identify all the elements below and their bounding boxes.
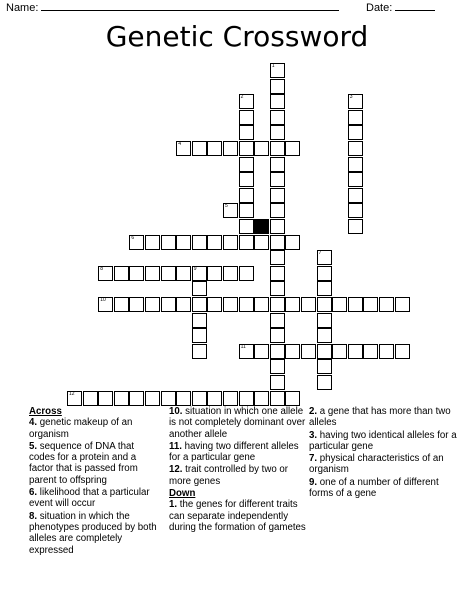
- crossword-cell[interactable]: [129, 297, 144, 312]
- crossword-cell[interactable]: [223, 203, 238, 218]
- crossword-cell[interactable]: [301, 297, 316, 312]
- crossword-cell[interactable]: [270, 391, 285, 406]
- crossword-cell[interactable]: [270, 266, 285, 281]
- crossword-cell[interactable]: [192, 391, 207, 406]
- crossword-cell[interactable]: [332, 344, 347, 359]
- crossword-cell[interactable]: [83, 391, 98, 406]
- crossword-cell[interactable]: [239, 203, 254, 218]
- crossword-cell[interactable]: [223, 297, 238, 312]
- crossword-cell[interactable]: [317, 266, 332, 281]
- clue-number: 6: [131, 234, 135, 241]
- clue-across-10: 10. situation in which one allele is not completely dominant over another allele: [169, 406, 306, 440]
- crossword-cell[interactable]: [192, 235, 207, 250]
- crossword-cell[interactable]: [192, 281, 207, 296]
- crossword-cell[interactable]: [270, 281, 285, 296]
- crossword-cell[interactable]: [317, 313, 332, 328]
- crossword-cell[interactable]: [239, 235, 254, 250]
- crossword-cell[interactable]: [270, 79, 285, 94]
- crossword-cell[interactable]: [223, 141, 238, 156]
- clues-column-1: [29, 406, 161, 557]
- date-label: Date:: [366, 2, 393, 14]
- crossword-cell[interactable]: [348, 125, 363, 140]
- crossword-cell[interactable]: [270, 141, 285, 156]
- clue-number: 9: [193, 265, 197, 272]
- crossword-cell[interactable]: [301, 344, 316, 359]
- crossword-cell[interactable]: [176, 141, 191, 156]
- crossword-cell[interactable]: [317, 328, 332, 343]
- crossword-cell[interactable]: [145, 391, 160, 406]
- date-field[interactable]: [366, 1, 435, 14]
- crossword-cell[interactable]: [254, 235, 269, 250]
- clue-number: 4: [178, 141, 181, 147]
- crossword-cell[interactable]: [270, 375, 285, 390]
- crossword-cell[interactable]: [270, 157, 285, 172]
- clue-across-5: 5. sequence of DNA that codes for a protein and a factor that is passed from parent to offspring: [29, 440, 138, 486]
- clue-number: 8: [100, 265, 103, 272]
- name-label: Name:: [6, 2, 39, 14]
- crossword-cell[interactable]: [176, 297, 191, 312]
- clue-across-12: 12. trait controlled by two or more genes: [169, 464, 289, 487]
- crossword-cell[interactable]: [317, 375, 332, 390]
- crossword-cell[interactable]: [98, 391, 113, 406]
- crossword-cell[interactable]: [239, 188, 254, 203]
- crossword-cell[interactable]: [348, 172, 363, 187]
- crossword-cell[interactable]: [254, 391, 269, 406]
- down-heading: Down: [169, 488, 196, 500]
- crossword-block: [254, 219, 269, 234]
- crossword-cell[interactable]: [285, 141, 300, 156]
- crossword-cell[interactable]: [239, 219, 254, 234]
- crossword-cell[interactable]: [223, 391, 238, 406]
- crossword-cell[interactable]: [129, 391, 144, 406]
- crossword-cell[interactable]: [239, 266, 254, 281]
- crossword-cell[interactable]: [176, 266, 191, 281]
- crossword-cell[interactable]: [348, 188, 363, 203]
- crossword-cell[interactable]: [395, 344, 410, 359]
- name-field[interactable]: [6, 1, 339, 14]
- crossword-cell[interactable]: [317, 281, 332, 296]
- crossword-cell[interactable]: [145, 235, 160, 250]
- crossword-cell[interactable]: [161, 266, 176, 281]
- crossword-cell[interactable]: [239, 94, 254, 109]
- crossword-cell[interactable]: [270, 203, 285, 218]
- crossword-cell[interactable]: [192, 141, 207, 156]
- crossword-cell[interactable]: [332, 297, 347, 312]
- crossword-cell[interactable]: [239, 141, 254, 156]
- clues-column-2: [169, 406, 307, 534]
- clue-number: 5: [225, 203, 228, 210]
- clue-down-9: 9. one of a number of different forms of a gene: [309, 476, 439, 500]
- crossword-cell[interactable]: [223, 235, 238, 250]
- clue-down-1: 1. the genes for different traits can separate independently during the formation of gametes: [169, 499, 306, 533]
- crossword-cell[interactable]: [254, 141, 269, 156]
- crossword-cell[interactable]: [270, 219, 285, 234]
- clue-number: 10: [100, 297, 106, 303]
- crossword-cell[interactable]: [114, 297, 129, 312]
- crossword-cell[interactable]: [270, 313, 285, 328]
- crossword-cell[interactable]: [285, 391, 300, 406]
- crossword-cell[interactable]: [192, 344, 207, 359]
- crossword-cell[interactable]: [270, 235, 285, 250]
- crossword-cell[interactable]: [207, 141, 222, 156]
- crossword-cell[interactable]: [239, 391, 254, 406]
- clue-number: 1: [271, 63, 275, 69]
- crossword-cell[interactable]: [363, 297, 378, 312]
- crossword-cell[interactable]: [270, 344, 285, 359]
- crossword-cell[interactable]: [348, 203, 363, 218]
- crossword-cell[interactable]: [270, 250, 285, 265]
- crossword-cell[interactable]: [348, 344, 363, 359]
- clue-across-8: 8. situation in which the phenotypes produced by both alleles are completely expressed: [29, 510, 157, 556]
- clue-down-2: 2. a gene that has more than two alleles: [309, 406, 451, 429]
- crossword-cell[interactable]: [207, 391, 222, 406]
- crossword-cell[interactable]: [270, 172, 285, 187]
- crossword-cell[interactable]: [129, 235, 144, 250]
- crossword-cell[interactable]: [207, 297, 222, 312]
- crossword-cell[interactable]: [270, 328, 285, 343]
- crossword-cell[interactable]: [114, 391, 129, 406]
- crossword-cell[interactable]: [207, 266, 222, 281]
- crossword-cell[interactable]: [348, 297, 363, 312]
- crossword-cell[interactable]: [270, 94, 285, 109]
- crossword-cell[interactable]: [176, 391, 191, 406]
- crossword-cell[interactable]: [223, 266, 238, 281]
- crossword-cell[interactable]: [161, 235, 176, 250]
- crossword-cell[interactable]: [317, 359, 332, 374]
- crossword-cell[interactable]: [395, 297, 410, 312]
- clue-number: 2: [240, 94, 244, 101]
- clue-down-7: 7. physical characteristics of an organism: [309, 453, 444, 476]
- crossword-cell[interactable]: [254, 297, 269, 312]
- crossword-cell[interactable]: [161, 297, 176, 312]
- crossword-cell[interactable]: [270, 63, 285, 78]
- date-line[interactable]: [395, 1, 435, 11]
- crossword-cell[interactable]: [254, 344, 269, 359]
- crossword-cell[interactable]: [207, 235, 222, 250]
- crossword-cell[interactable]: [239, 125, 254, 140]
- crossword-cell[interactable]: [129, 266, 144, 281]
- clue-number: 7: [318, 250, 322, 257]
- crossword-cell[interactable]: [348, 110, 363, 125]
- clue-number: 12: [69, 390, 75, 397]
- crossword-cell[interactable]: [317, 250, 332, 265]
- crossword-cell[interactable]: [285, 235, 300, 250]
- crossword-cell[interactable]: [161, 391, 176, 406]
- crossword-cell[interactable]: [317, 297, 332, 312]
- crossword-cell[interactable]: [239, 157, 254, 172]
- clue-across-6: 6. likelihood that a particular event will occur: [29, 487, 150, 510]
- crossword-cell[interactable]: [348, 141, 363, 156]
- name-line[interactable]: [41, 1, 339, 11]
- crossword-cell[interactable]: [285, 297, 300, 312]
- crossword-cell[interactable]: [270, 110, 285, 125]
- crossword-cell[interactable]: [239, 172, 254, 187]
- crossword-cell[interactable]: [114, 266, 129, 281]
- crossword-cell[interactable]: [363, 344, 378, 359]
- crossword-cell[interactable]: [270, 125, 285, 140]
- crossword-cell[interactable]: [239, 344, 254, 359]
- crossword-cell[interactable]: [67, 391, 82, 406]
- crossword-cell[interactable]: [192, 266, 207, 281]
- crossword-cell[interactable]: [192, 297, 207, 312]
- crossword-cell[interactable]: [270, 297, 285, 312]
- crossword-cell[interactable]: [379, 297, 394, 312]
- crossword-cell[interactable]: [192, 313, 207, 328]
- crossword-cell[interactable]: [348, 94, 363, 109]
- crossword-cell[interactable]: [145, 297, 160, 312]
- across-heading: Across: [29, 406, 62, 417]
- crossword-cell[interactable]: [348, 219, 363, 234]
- crossword-cell[interactable]: [145, 266, 160, 281]
- clue-down-3: 3. having two identical alleles for a particular gene: [309, 429, 457, 452]
- clue-number: 11: [240, 343, 246, 350]
- clue-number: 3: [349, 94, 353, 101]
- clue-across-4: 4. genetic makeup of an organism: [29, 417, 133, 440]
- clue-across-11: 11. having two different alleles for a particular gene: [169, 440, 299, 464]
- crossword-cell[interactable]: [192, 328, 207, 343]
- clues-column-3: [309, 406, 459, 500]
- crossword-cell[interactable]: [98, 297, 113, 312]
- crossword-cell[interactable]: [176, 235, 191, 250]
- crossword-cell[interactable]: [270, 188, 285, 203]
- crossword-cell[interactable]: [379, 344, 394, 359]
- crossword-cell[interactable]: [285, 344, 300, 359]
- page-title: Genetic Crossword: [105, 20, 369, 53]
- crossword-cell[interactable]: [317, 344, 332, 359]
- crossword-cell[interactable]: [348, 157, 363, 172]
- crossword-cell[interactable]: [239, 110, 254, 125]
- crossword-cell[interactable]: [98, 266, 113, 281]
- crossword-cell[interactable]: [270, 359, 285, 374]
- crossword-cell[interactable]: [239, 297, 254, 312]
